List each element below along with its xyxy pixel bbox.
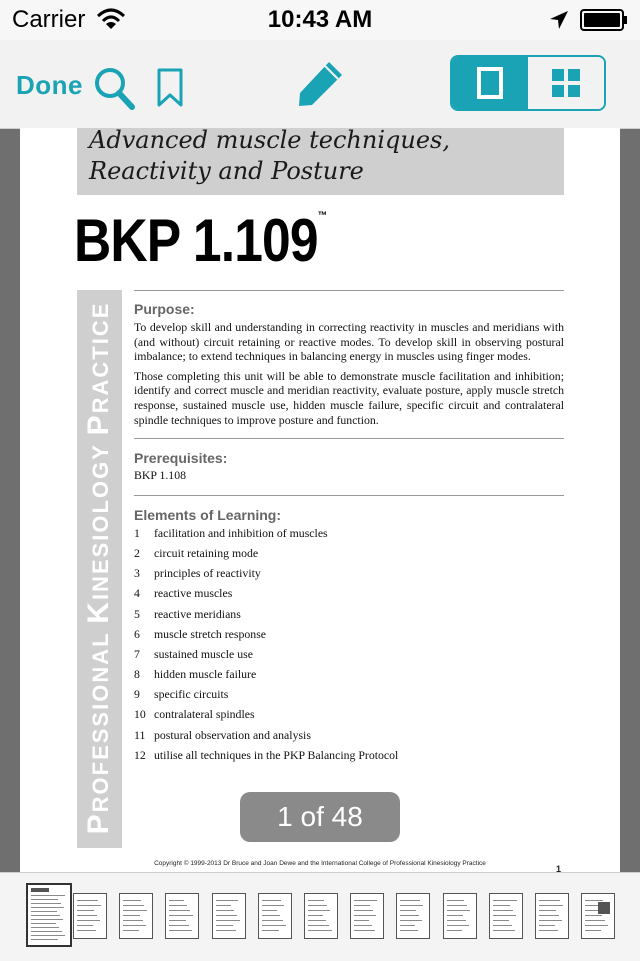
vertical-brand-banner — [77, 290, 122, 848]
list-item-number: 2 — [134, 545, 140, 560]
done-button[interactable]: Done — [16, 70, 83, 100]
list-item — [134, 746, 564, 766]
thumbnail-strip — [0, 872, 640, 961]
list-item-text: specific circuits — [154, 687, 229, 702]
list-item-text: hidden muscle failure — [154, 667, 257, 682]
search-icon[interactable] — [92, 64, 136, 112]
purpose-paragraph-1: To develop skill and understanding in correcting reactivity in muscles and meridians with (and without) circuit retaining or reactive modes. To develop skill in observing postural imbalance; to extend techniques in balancing energy in muscles using finger modes. — [134, 320, 564, 364]
list-item-text: utilise all techniques in the PKP Balancing Protocol — [154, 747, 399, 762]
list-item-number: 9 — [134, 687, 140, 702]
page-thumbnail[interactable] — [581, 893, 615, 939]
page-thumbnail[interactable] — [535, 893, 569, 939]
single-page-view-button[interactable] — [452, 57, 528, 109]
vertical-brand-text: PROFESSIONAL KINESIOLOGY PRACTICE — [82, 301, 115, 835]
list-item — [134, 605, 564, 625]
single-page-icon — [476, 66, 504, 100]
list-item-text: sustained muscle use — [154, 646, 253, 661]
list-item-number: 5 — [134, 606, 140, 621]
unit-subtitle-banner — [77, 128, 564, 195]
divider — [134, 290, 564, 291]
unit-content — [134, 290, 564, 766]
list-item-number: 10 — [134, 707, 146, 722]
page-thumbnail[interactable] — [212, 893, 246, 939]
status-bar — [0, 0, 640, 40]
pencil-icon[interactable] — [296, 58, 346, 110]
list-item-text: reactive meridians — [154, 606, 241, 621]
elements-heading: Elements of Learning: — [134, 506, 282, 523]
list-item-number: 4 — [134, 586, 140, 601]
list-item — [134, 685, 564, 705]
page-thumbnail[interactable] — [304, 893, 338, 939]
list-item-text: contralateral spindles — [154, 707, 255, 722]
purpose-heading: Purpose: — [134, 301, 195, 317]
page-thumbnail[interactable] — [258, 893, 292, 939]
list-item — [134, 726, 564, 746]
list-item-number: 8 — [134, 667, 140, 682]
page-thumbnail[interactable] — [350, 893, 384, 939]
bookmark-icon[interactable] — [156, 68, 184, 108]
copyright-footer: Copyright © 1999-2013 Dr Bruce and Joan Dewe and the International College of Professional Kinesiology Practice — [154, 860, 486, 867]
list-item-number: 6 — [134, 626, 140, 641]
list-item — [134, 584, 564, 604]
list-item-number: 7 — [134, 646, 140, 661]
view-mode-segmented-control — [450, 55, 606, 111]
unit-code-title — [74, 206, 326, 275]
list-item — [134, 625, 564, 645]
list-item — [134, 645, 564, 665]
subtitle-line-2: Reactivity and Posture — [89, 157, 364, 185]
list-item — [134, 524, 564, 544]
trademark-symbol: ™ — [317, 210, 327, 222]
grid-view-button[interactable] — [528, 57, 604, 109]
grid-icon — [551, 68, 581, 98]
page-thumbnail[interactable] — [165, 893, 199, 939]
list-item — [134, 665, 564, 685]
battery-icon — [580, 9, 628, 31]
list-item-number: 12 — [134, 747, 146, 762]
page-thumbnail[interactable] — [489, 893, 523, 939]
page-thumbnail[interactable] — [119, 893, 153, 939]
page-thumbnail[interactable] — [443, 893, 477, 939]
prerequisites-heading: Prerequisites: — [134, 450, 228, 467]
list-item — [134, 705, 564, 725]
page-thumbnail[interactable] — [396, 893, 430, 939]
list-item-text: muscle stretch response — [154, 626, 267, 641]
list-item-text: facilitation and inhibition of muscles — [154, 525, 328, 540]
clock: 10:43 AM — [267, 6, 373, 33]
list-item-text: circuit retaining mode — [154, 545, 259, 560]
list-item — [134, 564, 564, 584]
prerequisites-value: BKP 1.108 — [134, 468, 187, 483]
purpose-paragraph-2: Those completing this unit will be able to demonstrate muscle facilitation and inhibition; identify and correct muscle and meridian reactivity, evaluate posture, apply muscle stretch response, sustained muscle use, hidden muscle failure, specific circuit and contralateral spindle techniques to improve posture and function. — [134, 368, 564, 427]
list-item-number: 11 — [134, 727, 146, 742]
unit-code: BKP 1.109 — [74, 207, 318, 274]
page-thumbnail[interactable] — [26, 883, 72, 947]
page-thumbnail[interactable] — [73, 893, 107, 939]
page-number: 1 — [556, 864, 562, 872]
list-item-text: principles of reactivity — [154, 566, 261, 581]
list-item-number: 3 — [134, 566, 140, 581]
list-item — [134, 544, 564, 564]
location-arrow-icon — [548, 9, 570, 31]
divider — [134, 438, 564, 439]
elements-list — [134, 524, 564, 766]
list-item-text: reactive muscles — [154, 586, 233, 601]
page-indicator: 1 of 48 — [240, 792, 400, 842]
divider — [134, 495, 564, 496]
toolbar — [0, 40, 640, 129]
subtitle-line-1: Advanced muscle techniques, — [89, 128, 450, 154]
document-page[interactable] — [20, 128, 620, 872]
list-item-number: 1 — [134, 525, 140, 540]
carrier-label: Carrier — [12, 6, 86, 33]
list-item-text: postural observation and analysis — [154, 727, 311, 742]
